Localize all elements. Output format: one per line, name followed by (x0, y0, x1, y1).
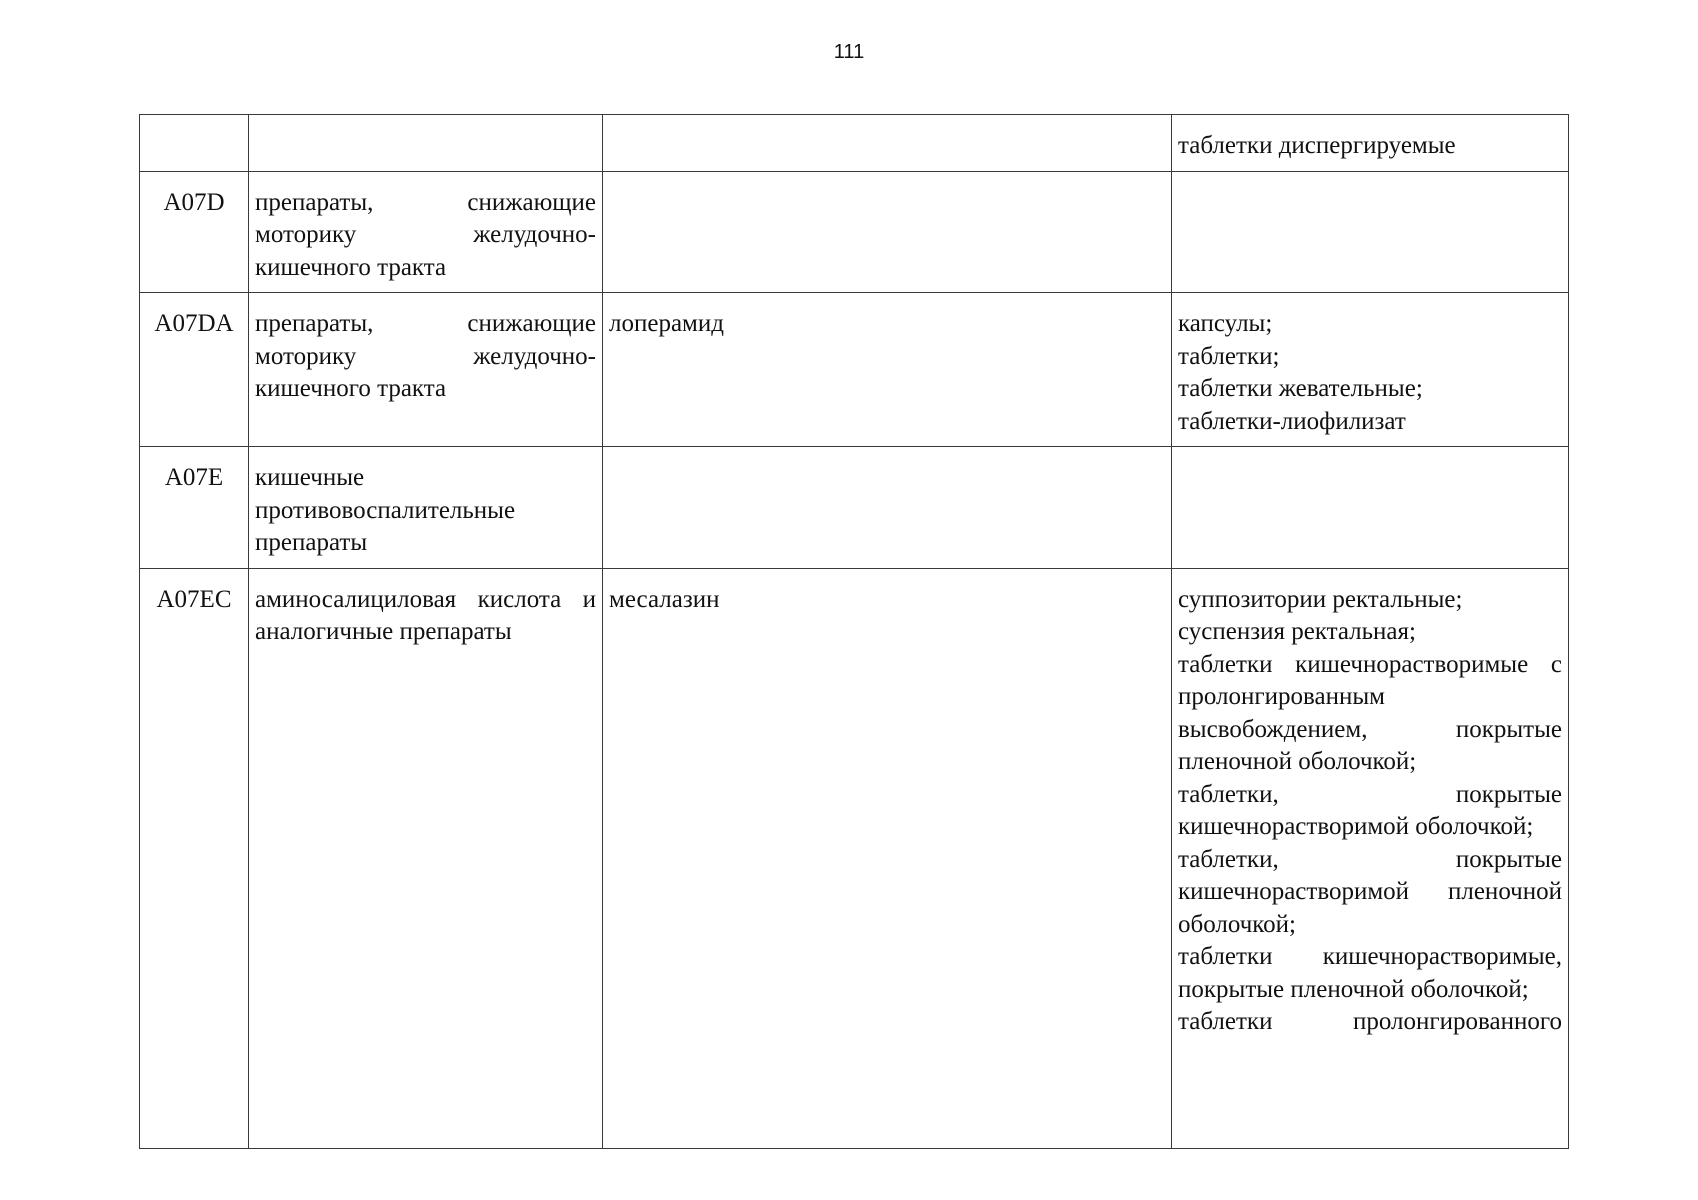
table-row (140, 447, 1569, 569)
group-cell: кишечные противовоспалительные препараты (249, 447, 603, 569)
drug-table (139, 114, 1569, 1149)
inn-cell (603, 115, 1172, 172)
dosage-form: суспензия ректальная; (1178, 618, 1416, 645)
dosage-forms-cell (1172, 568, 1569, 1148)
group-cell: препараты, снижающие моторику желудочно-кишечного тракта (249, 171, 603, 293)
atc-code-cell: A07D (140, 171, 249, 293)
dosage-form: таблетки-лиофилизат (1178, 407, 1406, 435)
dosage-form: таблетки жевательные; (1178, 375, 1423, 402)
table-row (140, 293, 1569, 447)
atc-code-cell: A07EC (140, 568, 249, 1148)
inn-cell: месалазин (603, 568, 1172, 1148)
dosage-form: таблетки, покрытые кишечнорастворимой пленочной оболочкой; (1178, 845, 1562, 938)
group-cell (249, 115, 603, 172)
dosage-forms-cell (1172, 293, 1569, 447)
table-row (140, 171, 1569, 293)
table-row (140, 568, 1569, 1148)
dosage-form: таблетки кишечнорастворимые с пролонгированным высвобождением, покрытые пленочной оболочкой; (1178, 650, 1562, 775)
group-cell: аминосалициловая кислота и аналогичные препараты (249, 568, 603, 1148)
inn-cell (603, 447, 1172, 569)
dosage-forms-cell (1172, 115, 1569, 172)
dosage-form: суппозитории ректальные; (1178, 585, 1463, 613)
dosage-form: таблетки пролонгированного (1178, 1008, 1562, 1035)
dosage-form: таблетки кишечнорастворимые, покрытые пленочной оболочкой; (1178, 943, 1562, 1003)
dosage-form: таблетки; (1178, 342, 1280, 370)
inn-cell (603, 171, 1172, 293)
atc-code-cell: A07E (140, 447, 249, 569)
dosage-form: таблетки, покрытые кишечнорастворимой оболочкой; (1178, 780, 1562, 840)
page-number: 111 (833, 41, 865, 63)
dosage-forms-cell (1172, 447, 1569, 569)
dosage-form: таблетки диспергируемые (1178, 132, 1456, 159)
dosage-forms-cell (1172, 171, 1569, 293)
table-row (140, 115, 1569, 172)
atc-code-cell: A07DA (140, 293, 249, 447)
group-cell: препараты, снижающие моторику желудочно-кишечного тракта (249, 293, 603, 447)
inn-cell: лоперамид (603, 293, 1172, 447)
atc-code-cell (140, 115, 249, 172)
dosage-form: капсулы; (1178, 310, 1273, 337)
